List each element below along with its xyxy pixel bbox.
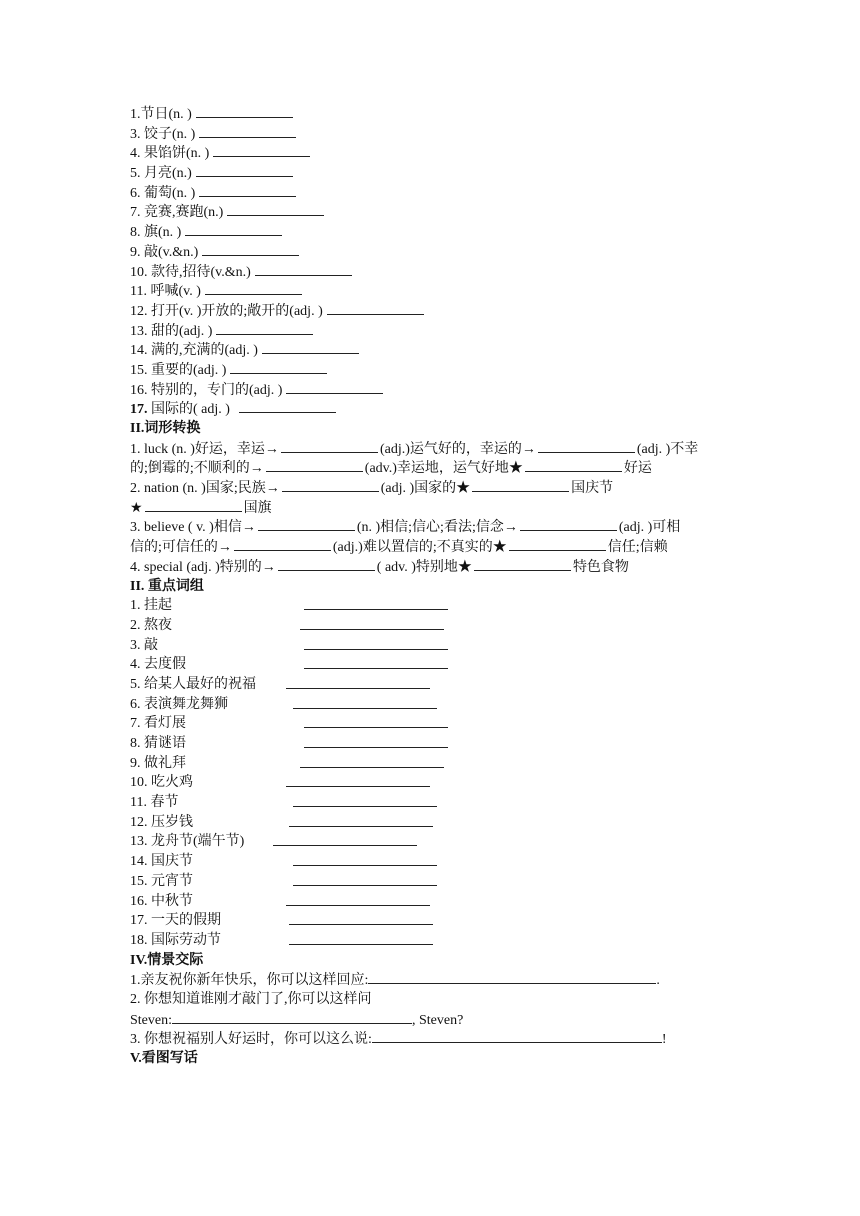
vocab-item: [130, 104, 740, 124]
vocab-prompt: 15. 重要的(adj. ): [130, 362, 227, 378]
phrase-prompt: 15. 元宵节: [130, 873, 193, 889]
answer-blank[interactable]: [304, 636, 448, 650]
answer-blank[interactable]: [262, 340, 359, 354]
answer-blank[interactable]: [304, 596, 448, 610]
prompt-text: (adj. )可相: [618, 520, 681, 536]
answer-blank[interactable]: [196, 104, 293, 118]
phrase-item: [130, 596, 740, 616]
prompt-text: (adj.)运气好的，幸运的→: [379, 441, 536, 457]
prompt-text: 信的;可信任的→: [130, 540, 232, 556]
answer-blank[interactable]: [286, 773, 430, 787]
prompt-text: (adv.)幸运地，运气好地★: [364, 461, 523, 477]
answer-blank[interactable]: [278, 557, 375, 571]
phrase-prompt: 6. 表演舞龙舞狮: [130, 696, 228, 712]
phrase-prompt: 5. 给某人最好的祝福: [130, 676, 256, 692]
dialog-prompt: 2. 你想知道谁刚才敲门了,你可以这样问: [130, 991, 372, 1007]
answer-blank[interactable]: [304, 714, 448, 728]
phrase-item: [130, 832, 740, 852]
answer-blank[interactable]: [525, 458, 622, 472]
word-form-line: [130, 517, 740, 537]
word-form-block: [130, 439, 740, 577]
vocab-prompt: 11. 呼喊(v. ): [130, 284, 201, 300]
vocab-item: [130, 262, 740, 282]
answer-blank[interactable]: [293, 793, 437, 807]
phrase-item: [130, 695, 740, 715]
prompt-text: 2. nation (n. )国家;民族→: [130, 481, 280, 497]
prompt-text: 国旗: [243, 500, 272, 516]
answer-blank[interactable]: [289, 813, 433, 827]
answer-blank[interactable]: [368, 970, 656, 984]
vocab-prompt: 9. 敲(v.&n.): [130, 244, 199, 260]
phrase-item: [130, 714, 740, 734]
vocab-item: [130, 163, 740, 183]
prompt-text: 3. believe ( v. )相信→: [130, 520, 256, 536]
phrase-item: [130, 616, 740, 636]
vocab-item: [130, 242, 740, 262]
phrase-item: [130, 655, 740, 675]
dialog-prompt: , Steven?: [412, 1012, 464, 1028]
prompt-text: (adj. )国家的★: [380, 481, 471, 497]
phrase-item: [130, 911, 740, 931]
phrase-item: [130, 636, 740, 656]
punctuation: !: [661, 1032, 667, 1048]
answer-blank[interactable]: [199, 124, 296, 138]
prompt-text: 4. special (adj. )特别的→: [130, 559, 276, 575]
answer-blank[interactable]: [304, 655, 448, 669]
dialog-prompt: 3. 你想祝福别人好运时，你可以这么说:: [130, 1032, 372, 1048]
phrase-item: [130, 892, 740, 912]
answer-blank[interactable]: [289, 911, 433, 925]
answer-blank[interactable]: [255, 262, 352, 276]
vocab-prompt: 13. 甜的(adj. ): [130, 323, 213, 339]
answer-blank[interactable]: [196, 163, 293, 177]
answer-blank[interactable]: [289, 931, 433, 945]
prompt-text: 特色食物: [572, 559, 629, 575]
answer-blank[interactable]: [239, 399, 336, 413]
vocab-item: [130, 321, 740, 341]
phrase-item: [130, 773, 740, 793]
phrase-prompt: 8. 猜谜语: [130, 736, 186, 751]
phrase-item: [130, 813, 740, 833]
phrase-item: [130, 872, 740, 892]
vocab-prompt: 8. 旗(n. ): [130, 225, 182, 241]
prompt-text: (adj. )不幸: [636, 441, 699, 457]
phrase-prompt: 9. 做礼拜: [130, 755, 186, 771]
vocab-item: [130, 222, 740, 242]
vocab-list: [130, 104, 740, 419]
speaker-label: Steven:: [130, 1012, 172, 1028]
word-form-line: [130, 498, 740, 518]
answer-blank[interactable]: [145, 498, 242, 512]
answer-blank[interactable]: [273, 832, 417, 846]
answer-blank[interactable]: [327, 301, 424, 315]
phrase-prompt: 1. 挂起: [130, 598, 172, 614]
answer-blank[interactable]: [258, 517, 355, 531]
vocab-number: 17.: [130, 402, 148, 418]
phrase-list: [130, 596, 740, 950]
word-form-line: [130, 537, 740, 557]
word-form-line: [130, 478, 740, 498]
phrase-prompt: 2. 熬夜: [130, 617, 172, 633]
answer-blank[interactable]: [281, 439, 378, 453]
dialog-line: [130, 990, 740, 1010]
answer-blank[interactable]: [509, 537, 606, 551]
answer-blank[interactable]: [213, 143, 310, 157]
phrase-prompt: 11. 春节: [130, 795, 179, 811]
vocab-item: [130, 301, 740, 321]
vocab-item: [130, 143, 740, 163]
answer-blank[interactable]: [216, 321, 313, 335]
vocab-item: [130, 399, 740, 419]
vocab-prompt: 7. 竞赛,赛跑(n.): [130, 205, 224, 221]
section-heading-word-forms: II.词形转换: [130, 421, 201, 436]
vocab-item: [130, 183, 740, 203]
dialog-prompt: 1.亲友祝你新年快乐，你可以这样回应:: [130, 973, 369, 989]
vocab-prompt: 3. 饺子(n. ): [130, 126, 196, 142]
answer-blank[interactable]: [300, 754, 444, 768]
answer-blank[interactable]: [230, 360, 327, 374]
answer-blank[interactable]: [172, 1010, 412, 1024]
phrase-prompt: 10. 吃火鸡: [130, 775, 193, 791]
prompt-text: ( adv. )特别地★: [376, 559, 472, 575]
dialog-line: [130, 1010, 740, 1030]
answer-blank[interactable]: [304, 734, 448, 748]
vocab-item: [130, 281, 740, 301]
prompt-text: (n. )相信;信心;看法;信念→: [356, 520, 518, 536]
section-heading-picture-writing: V.看图写话: [130, 1051, 198, 1066]
prompt-text: 的;倒霉的;不顺利的→: [130, 461, 264, 477]
word-form-line: [130, 439, 740, 459]
answer-blank[interactable]: [372, 1029, 662, 1043]
prompt-text: 1. luck (n. )好运，幸运→: [130, 441, 279, 457]
answer-blank[interactable]: [293, 852, 437, 866]
answer-blank[interactable]: [286, 380, 383, 394]
phrase-item: [130, 793, 740, 813]
prompt-text: (adj.)难以置信的;不真实的★: [332, 540, 507, 556]
answer-blank[interactable]: [202, 242, 299, 256]
answer-blank[interactable]: [234, 537, 331, 551]
word-form-line: [130, 458, 740, 478]
vocab-item: [130, 202, 740, 222]
answer-blank[interactable]: [185, 222, 282, 236]
phrase-item: [130, 734, 740, 754]
answer-blank[interactable]: [205, 281, 302, 295]
answer-blank[interactable]: [300, 616, 444, 630]
vocab-item: [130, 380, 740, 400]
phrase-item: [130, 852, 740, 872]
phrase-prompt: 16. 中秋节: [130, 893, 193, 909]
answer-blank[interactable]: [520, 517, 617, 531]
vocab-prompt: 10. 款待,招待(v.&n.): [130, 264, 251, 280]
phrase-prompt: 14. 国庆节: [130, 854, 193, 870]
answer-blank[interactable]: [199, 183, 296, 197]
punctuation: .: [656, 973, 660, 989]
word-form-line: [130, 557, 740, 577]
section-heading-situational-dialog: IV.情景交际: [130, 952, 204, 968]
vocab-item: [130, 124, 740, 144]
answer-blank[interactable]: [293, 872, 437, 886]
dialog-block: [130, 970, 740, 1049]
answer-blank[interactable]: [538, 439, 635, 453]
vocab-prompt: 国际的( adj. ): [147, 402, 230, 418]
star-icon: ★: [130, 500, 143, 516]
prompt-text: 好运: [623, 461, 652, 477]
vocab-prompt: 1.节日(n. ): [130, 107, 192, 122]
vocab-prompt: 16. 特别的，专门的(adj. ): [130, 382, 283, 398]
phrase-prompt: 12. 压岁钱: [130, 814, 193, 830]
dialog-line: [130, 1029, 740, 1049]
prompt-text: 国庆节: [571, 481, 614, 497]
phrase-prompt: 17. 一天的假期: [130, 913, 221, 929]
vocab-prompt: 4. 果馅饼(n. ): [130, 146, 210, 162]
phrase-prompt: 18. 国际劳动节: [130, 932, 221, 948]
vocab-item: [130, 360, 740, 380]
vocab-item: [130, 340, 740, 360]
phrase-prompt: 7. 看灯展: [130, 716, 186, 732]
phrase-prompt: 13. 龙舟节(端午节): [130, 834, 245, 850]
answer-blank[interactable]: [286, 675, 430, 689]
vocab-prompt: 12. 打开(v. )开放的;敞开的(adj. ): [130, 303, 323, 319]
answer-blank[interactable]: [472, 478, 569, 492]
dialog-line: [130, 970, 740, 990]
answer-blank[interactable]: [293, 695, 437, 709]
section-heading-key-phrases: II. 重点词组: [130, 578, 204, 594]
answer-blank[interactable]: [282, 478, 379, 492]
vocab-prompt: 6. 葡萄(n. ): [130, 185, 196, 201]
vocab-prompt: 14. 满的,充满的(adj. ): [130, 343, 258, 359]
phrase-item: [130, 931, 740, 951]
answer-blank[interactable]: [286, 892, 430, 906]
answer-blank[interactable]: [227, 202, 324, 216]
phrase-item: [130, 675, 740, 695]
vocab-prompt: 5. 月亮(n.): [130, 166, 192, 182]
prompt-text: 信任;信赖: [607, 540, 668, 556]
answer-blank[interactable]: [474, 557, 571, 571]
phrase-item: [130, 754, 740, 774]
phrase-prompt: 3. 敲: [130, 637, 158, 653]
answer-blank[interactable]: [266, 458, 363, 472]
phrase-prompt: 4. 去度假: [130, 657, 186, 673]
worksheet: [130, 104, 740, 1069]
